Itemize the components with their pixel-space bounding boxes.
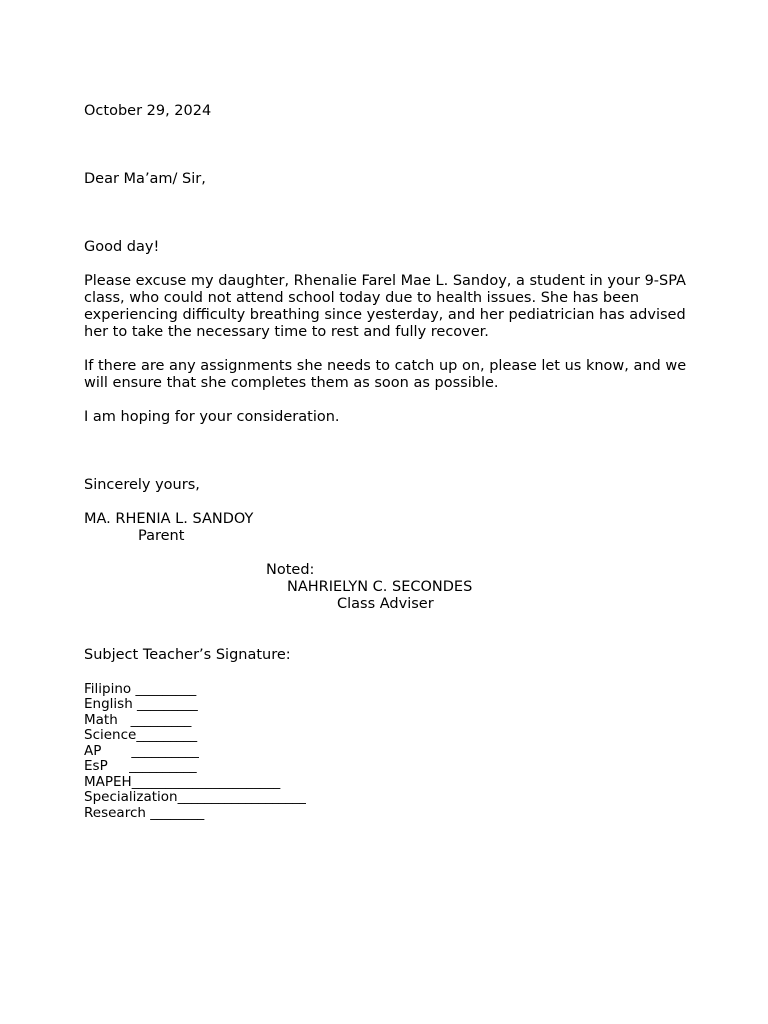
signature-line-english: English _________ (84, 696, 198, 712)
signature-line-ap: AP __________ (84, 743, 199, 759)
adviser-name: NAHRIELYN C. SECONDES (287, 579, 473, 595)
signature-line-specialization: Specialization___________________ (84, 789, 306, 805)
body-paragraph-excuse: Please excuse my daughter, Rhenalie Farel Mae L. Sandoy, a student in your 9-SPA class, who could not attend school today due to health issues. She has been experiencing difficulty breathing since yesterday, and her pediatrician has advised her to take the necessary time to rest and fully recover. (84, 273, 686, 340)
body-paragraph-consideration: I am hoping for your consideration. (84, 409, 340, 425)
closing: Sincerely yours, (84, 477, 200, 493)
adviser-role: Class Adviser (337, 596, 434, 612)
letter-date: October 29, 2024 (84, 103, 212, 119)
signature-line-math: Math _________ (84, 712, 192, 728)
body-paragraph-assignments: If there are any assignments she needs to catch up on, please let us know, and we will ensure that she completes them as soon as possible. (84, 358, 687, 391)
salutation: Dear Ma’am/ Sir, (84, 171, 206, 187)
signature-line-research: Research ________ (84, 805, 205, 821)
signature-line-esp: EsP __________ (84, 758, 197, 774)
signatures-heading: Subject Teacher’s Signature: (84, 647, 291, 663)
signature-line-filipino: Filipino _________ (84, 681, 197, 697)
sender-role: Parent (138, 528, 185, 544)
greeting: Good day! (84, 239, 160, 255)
signature-line-mapeh: MAPEH______________________ (84, 774, 281, 790)
signature-line-science: Science_________ (84, 727, 198, 743)
noted-label: Noted: (266, 562, 315, 578)
sender-name: MA. RHENIA L. SANDOY (84, 511, 254, 527)
